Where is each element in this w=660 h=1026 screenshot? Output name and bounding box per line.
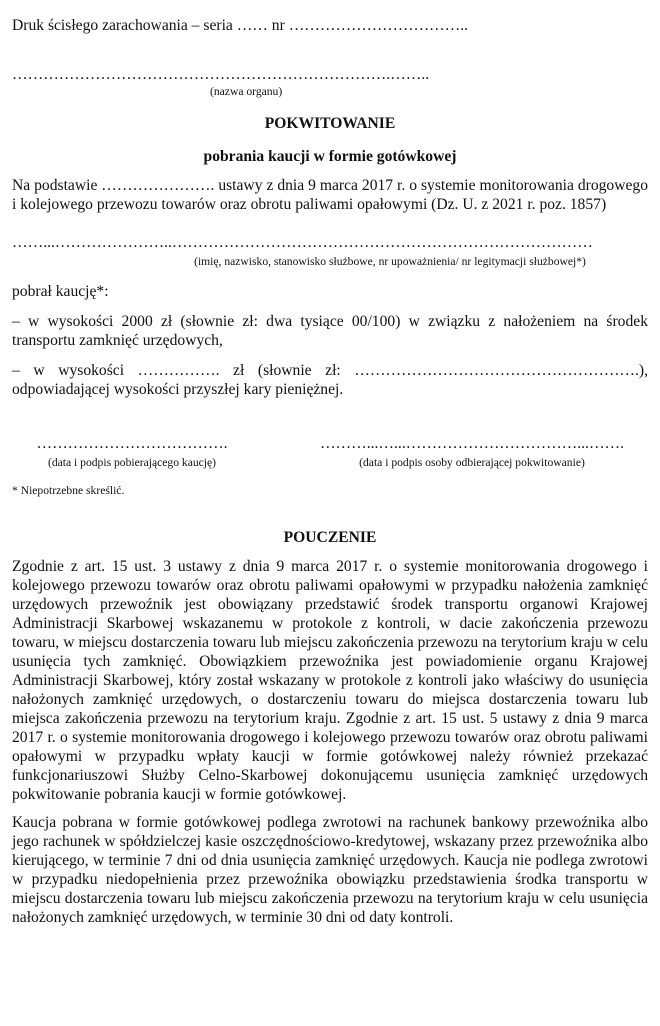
footnote: * Niepotrzebne skreślić.	[12, 484, 125, 497]
recipient-signature	[302, 434, 642, 470]
instruction-title: POUCZENIE	[283, 529, 377, 546]
deposit-collected-label: pobrał kaucję*:	[12, 283, 109, 300]
series-number-line: Druk ścisłego zarachowania – seria …… nr ……………………………..	[12, 17, 469, 34]
organ-name-dots: ……………………………………………………………….……..	[12, 66, 430, 83]
recipient-signature-dots: ………...…...……………………………...…….	[319, 435, 625, 452]
officer-details-caption: (imię, nazwisko, stanowisko służbowe, nr upoważnienia/ nr legitymacji służbowej*)	[194, 255, 586, 268]
deposit-option-penalty: – w wysokości ……………. zł (słownie zł: ……………………………………………….), odpowiadającej wysokości przyszłej kary pieniężnej.	[12, 362, 648, 398]
officer-details-dots: ……...…………………..………………………………………………………………………	[12, 234, 593, 251]
receipt-document	[12, 0, 648, 927]
signature-row	[12, 434, 648, 470]
legal-basis-paragraph: Na podstawie …………………. ustawy z dnia 9 marca 2017 r. o systemie monitorowania drogowego i kolejowego przewozu towarów oraz obrotu paliwami opałowymi (Dz. U. z 2021 r. poz. 1857)	[12, 177, 648, 213]
document-title: POKWITOWANIE	[264, 115, 396, 132]
collector-signature-caption: (data i podpis pobierającego kaucję)	[47, 456, 217, 469]
instruction-paragraph-2: Kaucja pobrana w formie gotówkowej podlega zwrotowi na rachunek bankowy przewoźnika albo jego rachunek w spółdzielczej kasie oszczędnościowo-kredytowej, wskazany przez przewoźnika albo kierującego, w terminie 7 dni od dnia usunięcia zamknięć urzędowych. Kaucja nie podlega zwrotowi w przypadku niedopełnienia przez przewoźnika obowiązku przedstawienia środka transportu w miejscu dostarczenia towaru lub miejscu zakończenia przewozu na terytorium kraju w celu usunięcia nałożonych zamknięć urzędowych, w terminie 30 dni od daty kontroli.	[12, 814, 648, 926]
organ-name-caption: (nazwa organu)	[210, 85, 283, 98]
instruction-paragraph-1: Zgodnie z art. 15 ust. 3 ustawy z dnia 9 marca 2017 r. o systemie monitorowania drogowego i kolejowego przewozu towarów oraz obrotu paliwami opałowymi w przypadku nałożenia zamknięć urzędowych przewoźnik jest obowiązany przedstawić środek transportu organowi Krajowej Administracji Skarbowej wskazanemu w protokole z kontroli, w dacie zakończenia przewozu towaru, w miejscu dostarczenia towaru lub miejscu zakończenia przewozu na terytorium kraju w celu usunięcia tych zamknięć. Obowiązkiem przewoźnika jest powiadomienie organu Krajowej Administracji Skarbowej, który został wskazany w protokole z kontroli jako właściwy do usunięcia nałożonych zamknięć urzędowych, o dostarczeniu towaru do miejsca dostarczenia towaru lub miejsca zakończenia przewozu na terytorium kraju. Zgodnie z art. 15 ust. 5 ustawy z dnia 9 marca 2017 r. o systemie monitorowania drogowego i kolejowego przewozu towarów oraz obrotu paliwami opałowymi w przypadku wpłaty kaucji w formie gotówkowej należy również przekazać funkcjonariuszowi Służby Celno-Skarbowej dokonującemu usunięcia zamknięć urzędowych pokwitowanie pobrania kaucji w formie gotówkowej.	[12, 558, 648, 803]
recipient-signature-caption: (data i podpis osoby odbierającej pokwitowanie)	[359, 456, 585, 469]
document-subtitle: pobrania kaucji w formie gotówkowej	[203, 148, 457, 165]
collector-signature-dots: ……………………………….	[36, 435, 228, 452]
deposit-option-fixed: – w wysokości 2000 zł (słownie zł: dwa tysiące 00/100) w związku z nałożeniem na środek transportu zamknięć urzędowych,	[12, 313, 648, 349]
collector-signature	[12, 434, 252, 470]
